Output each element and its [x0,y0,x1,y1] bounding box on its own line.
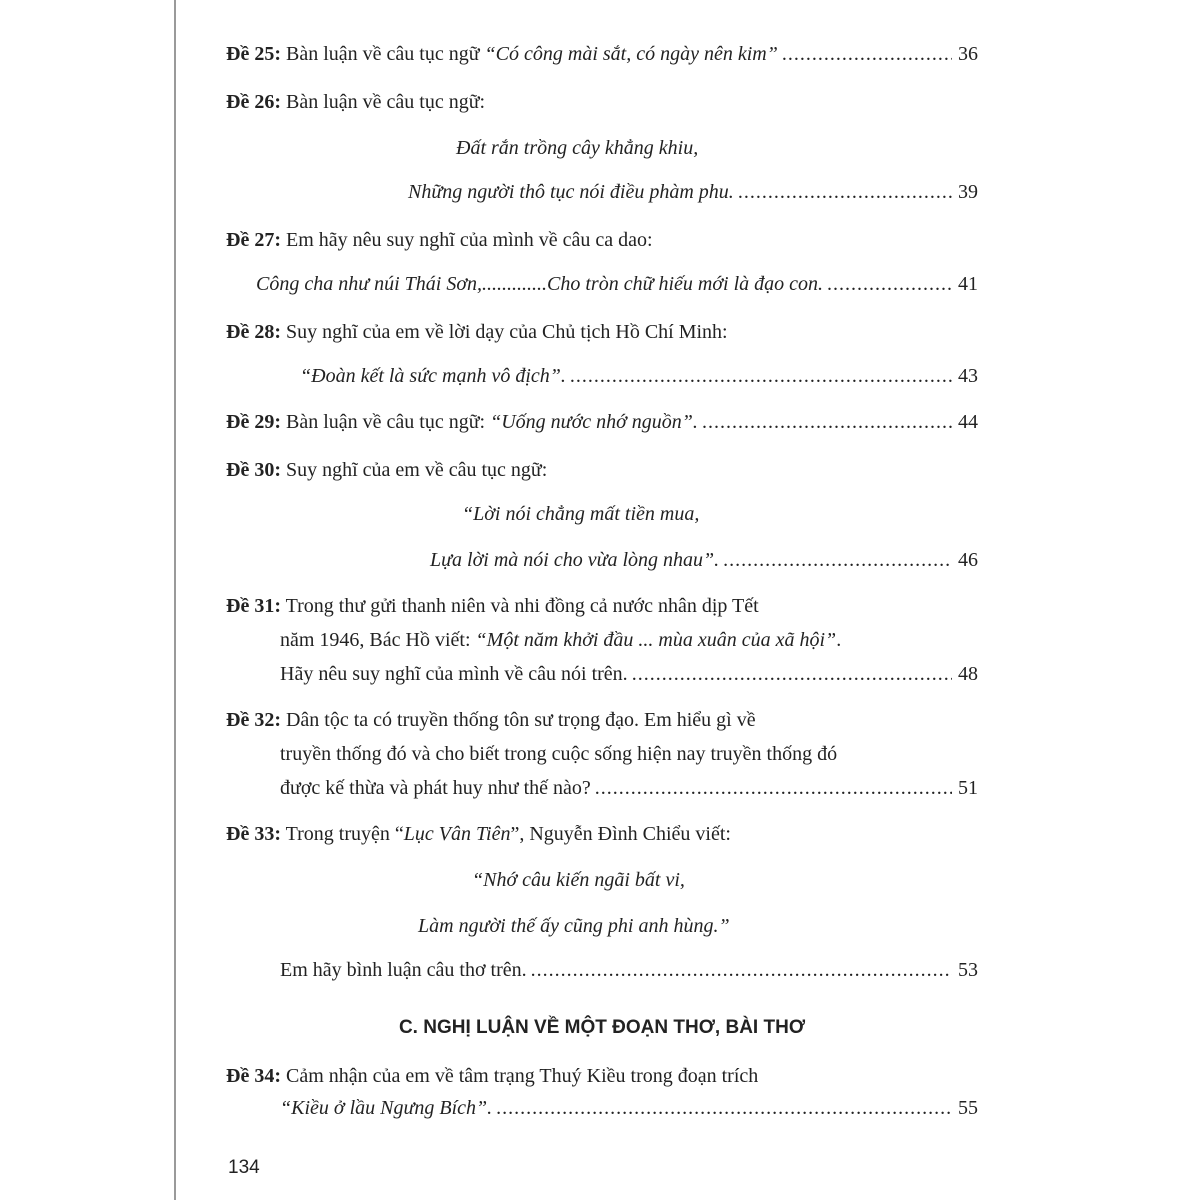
page-ref: 51 [958,777,978,799]
page-ref: 48 [958,663,978,685]
toc-entry-32-end: được kế thừa và phát huy như thế nào? ..... 51 [280,776,978,800]
entry-label: Đề 29: [226,411,281,433]
entry-label: Đề 32: [226,709,281,731]
entry-label: Đề 30: [226,459,281,481]
page-ref: 55 [958,1097,978,1119]
toc-entry-28-quote: “Đoàn kết là sức mạnh vô địch”. ..... 43 [300,364,978,388]
page-ref: 46 [958,549,978,571]
toc-entry-30: Đề 30: Suy nghĩ của em về câu tục ngữ: [226,459,548,481]
page-ref: 53 [958,959,978,981]
dot-leader [531,958,952,982]
dot-leader [595,776,952,800]
page-ref: 44 [958,411,978,433]
toc-entry-31: Đề 31: Trong thư gửi thanh niên và nhi đồng cả nước nhân dịp Tết [226,595,759,617]
section-heading: C. NGHỊ LUẬN VỀ MỘT ĐOẠN THƠ, BÀI THƠ [398,1017,806,1038]
page-binding-margin [0,0,176,1200]
verse-line: “Lời nói chẳng mất tiền mua, [462,503,700,525]
entry-text-line: truyền thống đó và cho biết trong cuộc sống hiện nay truyền thống đó [280,743,838,765]
entry-label: Đề 27: [226,229,281,251]
entry-label: Đề 33: [226,823,281,845]
verse-line: Làm người thế ấy cũng phi anh hùng.” [418,915,730,937]
page-ref: 39 [958,181,978,203]
page-ref: 36 [958,43,978,65]
toc-entry-26-verse: Những người thô tục nói điều phàm phu. ..... 39 [408,180,978,204]
toc-entry-26: Đề 26: Bàn luận về câu tục ngữ: [226,91,486,113]
verse-line: Đất rắn trồng cây khẳng khiu, [456,137,699,159]
toc-entry-34-end: “Kiều ở lầu Ngưng Bích”. ..... 55 [280,1096,978,1120]
dot-leader [782,42,952,66]
toc-entry-33: Đề 33: Trong truyện “Lục Vân Tiên”, Nguyễn Đình Chiểu viết: [226,823,731,845]
toc-entry-29: Đề 29: Bàn luận về câu tục ngữ: “Uống nước nhớ nguồn”. ..... 44 [226,410,978,434]
dot-leader [570,364,952,388]
dot-leader [723,548,952,572]
entry-label: Đề 25: [226,43,281,65]
dot-leader [496,1096,952,1120]
toc-entry-33-end: Em hãy bình luận câu thơ trên. ..... 53 [280,958,978,982]
toc-entry-28: Đề 28: Suy nghĩ của em về lời dạy của Chủ tịch Hồ Chí Minh: [226,321,728,343]
page-ref: 43 [958,365,978,387]
toc-entry-32: Đề 32: Dân tộc ta có truyền thống tôn sư trọng đạo. Em hiểu gì về [226,709,756,731]
dot-leader [632,662,952,686]
toc-entry-30-verse: Lựa lời mà nói cho vừa lòng nhau”. ..... 46 [430,548,978,572]
toc-entry-27: Đề 27: Em hãy nêu suy nghĩ của mình về câu ca dao: [226,229,653,251]
page-number: 134 [228,1157,260,1178]
entry-label: Đề 31: [226,595,281,617]
dot-leader [827,272,952,296]
page-ref: 41 [958,273,978,295]
toc-entry-27-verse: Công cha như núi Thái Sơn,.............Cho tròn chữ hiếu mới là đạo con. ..... 41 [256,272,978,296]
toc-entry-25: Đề 25: Bàn luận về câu tục ngữ “Có công mài sắt, có ngày nên kim” ..... 36 [226,42,978,66]
toc-entry-34: Đề 34: Cảm nhận của em về tâm trạng Thuý Kiều trong đoạn trích [226,1065,759,1087]
entry-label: Đề 26: [226,91,281,113]
entry-label: Đề 34: [226,1065,281,1087]
entry-label: Đề 28: [226,321,281,343]
dot-leader [702,410,952,434]
entry-text-line: năm 1946, Bác Hồ viết: “Một năm khởi đầu ... mùa xuân của xã hội”. [280,629,842,651]
verse-line: “Nhớ câu kiến ngãi bất vi, [472,869,685,891]
toc-entry-31-end: Hãy nêu suy nghĩ của mình về câu nói trên. ..... 48 [280,662,978,686]
dot-leader [738,180,952,204]
